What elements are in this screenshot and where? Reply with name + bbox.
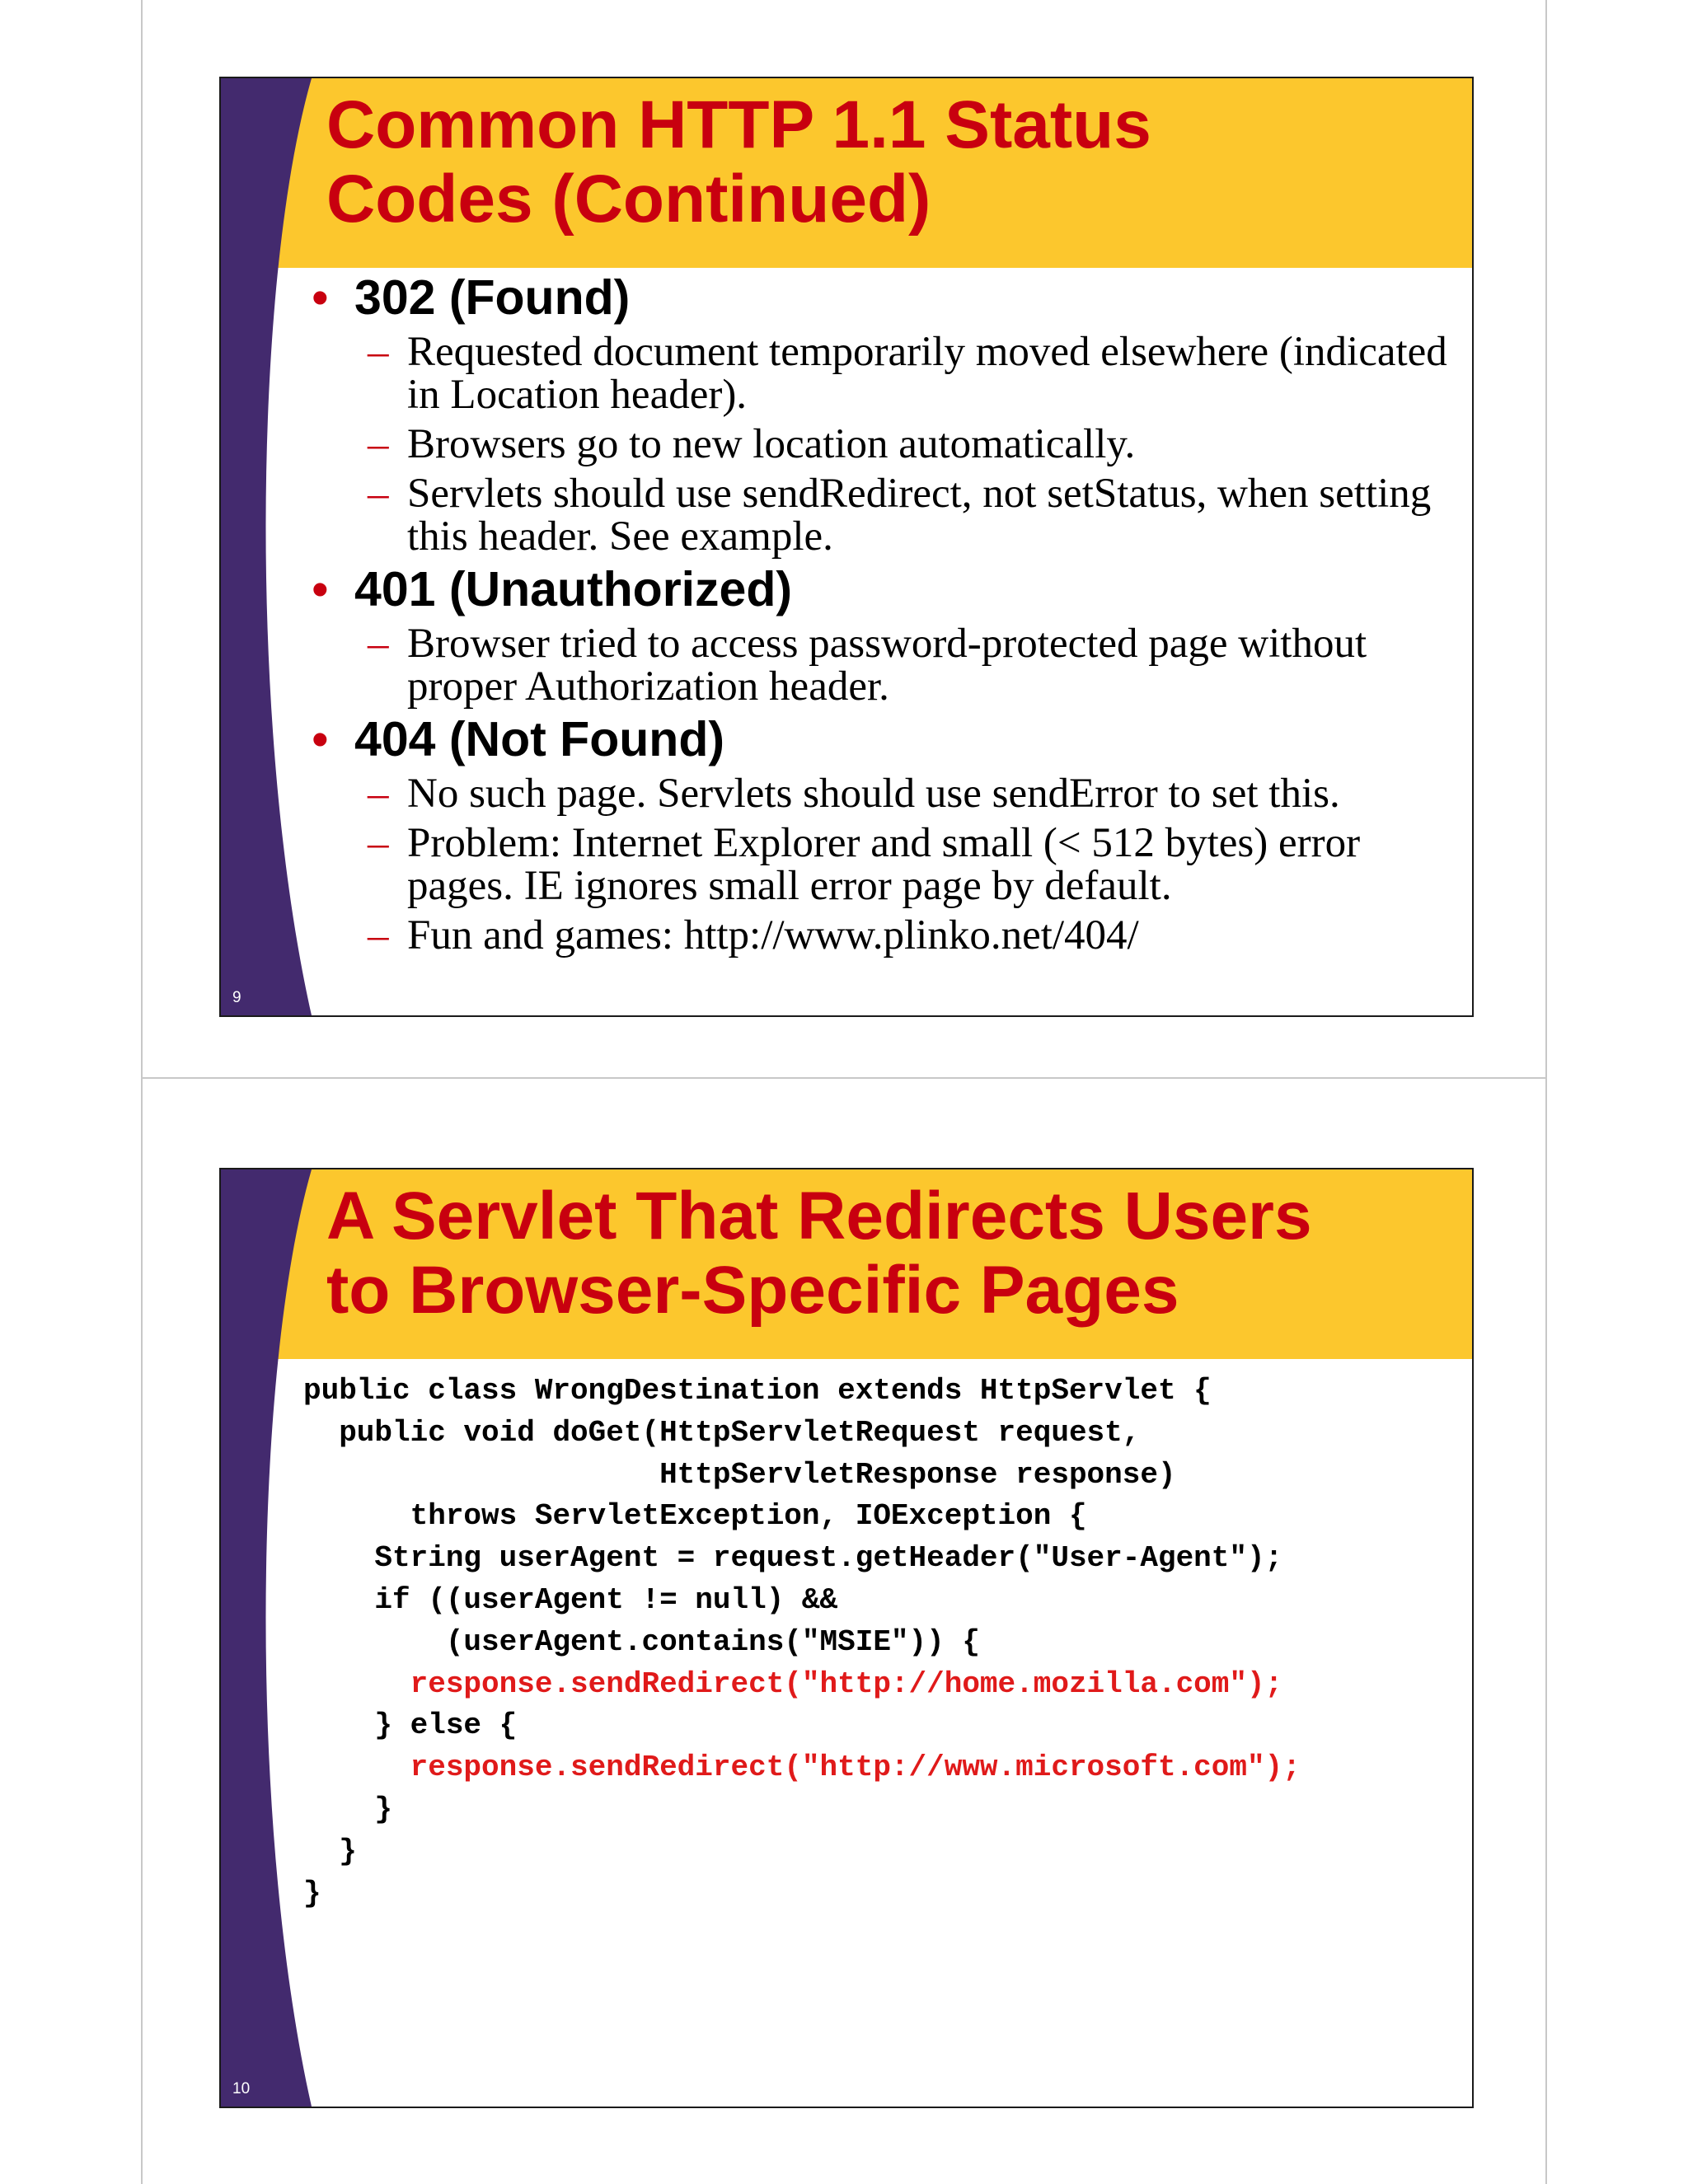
code-line: } [303,1834,357,1868]
code-line: } [303,1792,393,1826]
slide-number: 9 [232,989,241,1006]
page-divider [141,1077,1547,1079]
code-line: String userAgent = request.getHeader("User-Agent"); [303,1541,1283,1576]
bullet-item [307,563,1461,616]
code-line: throws ServletException, IOException { [303,1499,1087,1534]
sub-bullet-item [307,822,1461,907]
sub-bullet-item [307,772,1461,815]
sub-bullet-text: No such page. Servlets should use sendError to set this. [407,771,1340,817]
sub-bullet-text: Browser tried to access password-protected page without proper Authorization header. [407,621,1367,710]
sub-bullet-item [307,914,1461,957]
sub-bullet-item [307,330,1461,416]
bullet-item [307,713,1461,766]
dash-icon: – [368,421,389,467]
sub-bullet-text: Requested document temporarily moved elsewhere (indicated in Location header). [407,329,1447,418]
code-line-highlighted: response.sendRedirect("http://www.microsoft.com"); [303,1750,1301,1785]
slide-9 [219,77,1474,1017]
bullet-list [307,271,1461,957]
code-block [303,1371,1301,1915]
bullet-dot-icon: • [312,270,329,325]
purple-side-stripe [221,1169,312,2107]
dash-icon: – [368,820,389,866]
dash-icon: – [368,771,389,817]
bullet-dot-icon: • [312,562,329,616]
dash-icon: – [368,471,389,517]
code-line: } [303,1876,321,1910]
code-line: public void doGet(HttpServletRequest request, [303,1415,1141,1450]
slide-title: A Servlet That Redirects Users to Browser-Specific Pages [326,1179,1312,1328]
slide-number: 10 [232,2080,251,2097]
bullet-text: 401 (Unauthorized) [354,562,793,616]
sub-bullet-item [307,423,1461,466]
bullet-item [307,271,1461,324]
sub-bullet-item [307,472,1461,558]
code-line: (userAgent.contains("MSIE")) { [303,1624,980,1659]
slide-title: Common HTTP 1.1 Status Codes (Continued) [326,87,1151,237]
bullet-dot-icon: • [312,712,329,766]
bullet-text: 404 (Not Found) [354,712,725,766]
code-line-highlighted: response.sendRedirect("http://home.mozilla.com"); [303,1666,1283,1701]
sub-bullet-item [307,622,1461,708]
dash-icon: – [368,621,389,667]
sub-bullet-text: Fun and games: http://www.plinko.net/404/ [407,912,1139,958]
code-line: if ((userAgent != null) && [303,1582,838,1617]
dash-icon: – [368,329,389,375]
sub-bullet-text: Servlets should use sendRedirect, not setStatus, when setting this header. See example. [407,471,1432,560]
sub-bullet-text: Browsers go to new location automatically. [407,421,1136,467]
bullet-text: 302 (Found) [354,270,631,325]
code-line: public class WrongDestination extends HttpServlet { [303,1374,1212,1408]
purple-side-stripe [221,78,312,1015]
dash-icon: – [368,912,389,958]
code-line: HttpServletResponse response) [303,1457,1176,1492]
code-line: } else { [303,1708,518,1743]
sub-bullet-text: Problem: Internet Explorer and small (< 512 bytes) error pages. IE ignores small error page by default. [407,820,1361,909]
slide-10 [219,1168,1474,2108]
